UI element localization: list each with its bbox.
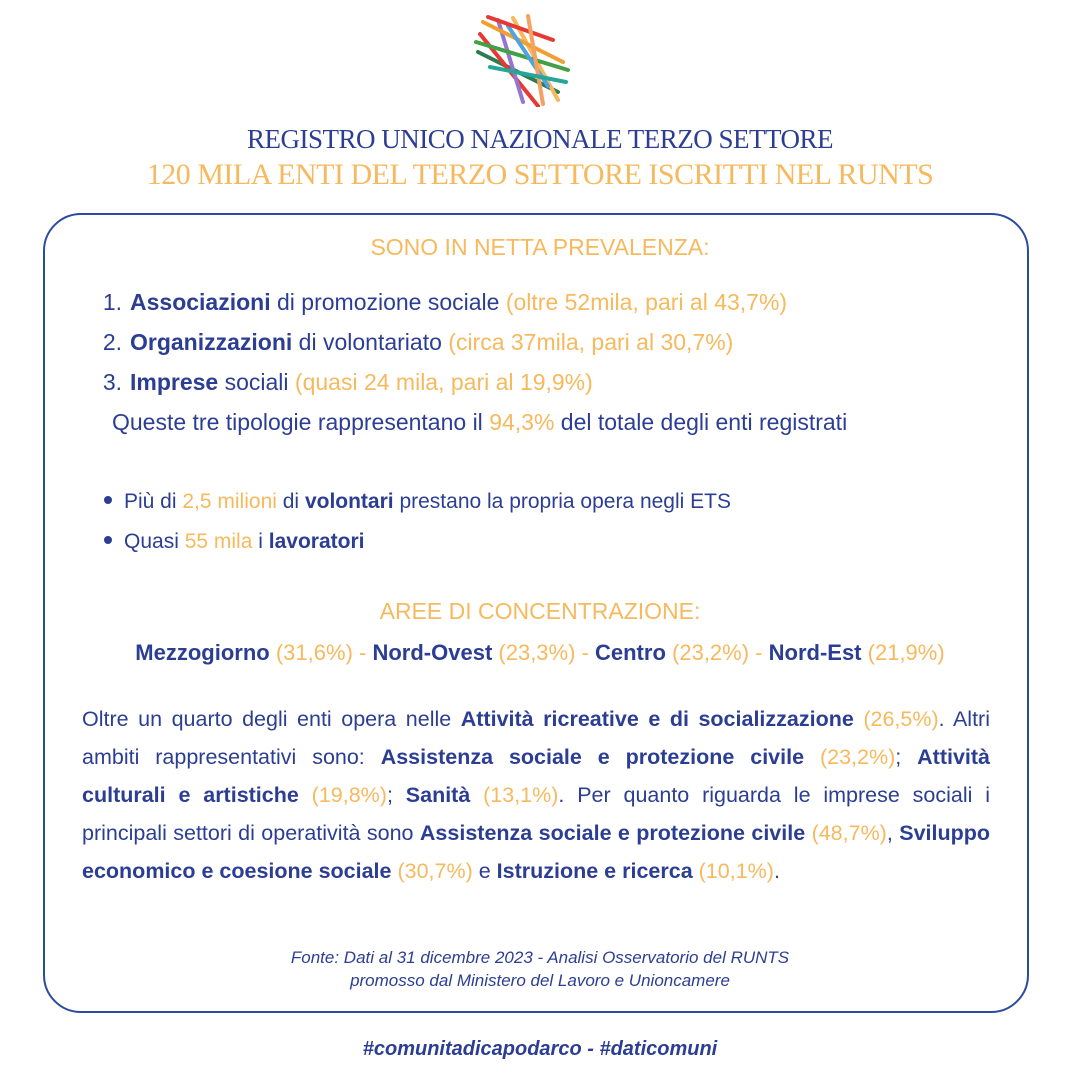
para-text: , xyxy=(886,821,900,845)
bullet-volontari xyxy=(104,490,731,514)
area-name: Mezzogiorno xyxy=(135,640,270,665)
item-bold: Organizzazioni xyxy=(130,329,293,355)
item-number: 1. xyxy=(102,289,122,315)
item-text: di promozione sociale xyxy=(270,289,506,315)
para-text: . Per quanto riguarda le imprese sociali i principali settori di operatività sono xyxy=(82,783,990,845)
area-pct: (31,6%) xyxy=(275,640,353,665)
para-text: . Altri ambiti rappresentativi sono: xyxy=(82,707,990,769)
area-name: Nord-Ovest xyxy=(372,640,493,665)
para-text: . xyxy=(773,859,780,883)
para-text: e xyxy=(472,859,497,883)
summary-pre: Queste tre tipologie rappresentano il xyxy=(112,409,490,435)
source-note xyxy=(0,946,1080,992)
para-pct: (19,8%) xyxy=(311,783,387,807)
summary-line xyxy=(112,409,847,436)
item-stat: (quasi 24 mila, pari al 19,9%) xyxy=(294,369,593,395)
bullet-number: 2,5 milioni xyxy=(182,490,277,513)
bullet-lavoratori xyxy=(104,530,364,554)
list-item-organizzazioni xyxy=(96,329,733,356)
item-bold: Associazioni xyxy=(130,289,271,315)
para-bold: Sviluppo economico e coesione sociale xyxy=(82,821,991,883)
para-text: Oltre un quarto degli enti opera nelle xyxy=(82,707,461,731)
bullet-dot-icon xyxy=(104,496,112,504)
item-stat: (oltre 52mila, pari al 43,7%) xyxy=(505,289,788,315)
bullet-text: Quasi xyxy=(124,530,185,553)
para-bold: Assistenza sociale e protezione civile xyxy=(419,821,806,845)
para-bold: Assistenza sociale e protezione civile xyxy=(380,745,805,769)
title-enti-iscritti: 120 MILA ENTI DEL TERZO SETTORE ISCRITTI NEL RUNTS xyxy=(146,158,934,191)
para-text: ; xyxy=(386,783,406,807)
item-number: 2. xyxy=(102,329,122,355)
bullet-text: i xyxy=(252,530,269,553)
area-pct: (21,9%) xyxy=(867,640,945,665)
item-stat: (circa 37mila, pari al 30,7%) xyxy=(448,329,734,355)
colored-sticks-logo-icon xyxy=(468,12,578,107)
area-name: Nord-Est xyxy=(768,640,862,665)
bullet-bold: lavoratori xyxy=(268,530,365,553)
source-line-2: promosso dal Ministero del Lavoro e Unioncamere xyxy=(350,971,730,990)
para-bold: Attività culturali e artistiche xyxy=(82,745,991,807)
para-pct: (30,7%) xyxy=(397,859,473,883)
heading-prevalenza: SONO IN NETTA PREVALENZA: xyxy=(370,234,710,260)
bullet-dot-icon xyxy=(104,536,112,544)
summary-pct: 94,3% xyxy=(489,409,555,435)
item-text: sociali xyxy=(218,369,295,395)
item-number: 3. xyxy=(102,369,122,395)
item-bold: Imprese xyxy=(130,369,219,395)
para-pct: (23,2%) xyxy=(819,745,896,769)
para-pct: (13,1%) xyxy=(483,783,559,807)
source-line-1: Fonte: Dati al 31 dicembre 2023 - Analisi Osservatorio del RUNTS xyxy=(290,948,790,967)
bullet-text: prestano la propria opera negli ETS xyxy=(393,490,731,513)
bullet-number: 55 mila xyxy=(184,530,253,553)
list-item-associazioni xyxy=(96,289,787,316)
body-paragraph xyxy=(82,700,990,890)
para-pct: (10,1%) xyxy=(698,859,774,883)
area-pct: (23,3%) xyxy=(498,640,576,665)
bullet-text: di xyxy=(276,490,305,513)
para-bold: Attività ricreative e di socializzazione xyxy=(460,707,854,731)
areas-line: Mezzogiorno (31,6%) - Nord-Ovest (23,3%) - Centro (23,2%) - Nord-Est (21,9%) xyxy=(135,640,945,665)
heading-aree: AREE DI CONCENTRAZIONE: xyxy=(379,598,701,624)
area-pct: (23,2%) xyxy=(672,640,750,665)
summary-post: del totale degli enti registrati xyxy=(554,409,848,435)
para-text: ; xyxy=(895,745,918,769)
para-bold: Istruzione e ricerca xyxy=(496,859,693,883)
list-item-imprese xyxy=(96,369,593,396)
item-text: di volontariato xyxy=(292,329,449,355)
para-pct: (48,7%) xyxy=(811,821,887,845)
para-bold: Sanità xyxy=(405,783,471,807)
title-registro: REGISTRO UNICO NAZIONALE TERZO SETTORE xyxy=(247,124,833,154)
bullet-text: Più di xyxy=(124,490,183,513)
para-pct: (26,5%) xyxy=(863,707,939,731)
hashtags: #comunitadicapodarco - #daticomuni xyxy=(362,1038,718,1060)
bullet-bold: volontari xyxy=(304,490,394,513)
area-name: Centro xyxy=(595,640,666,665)
